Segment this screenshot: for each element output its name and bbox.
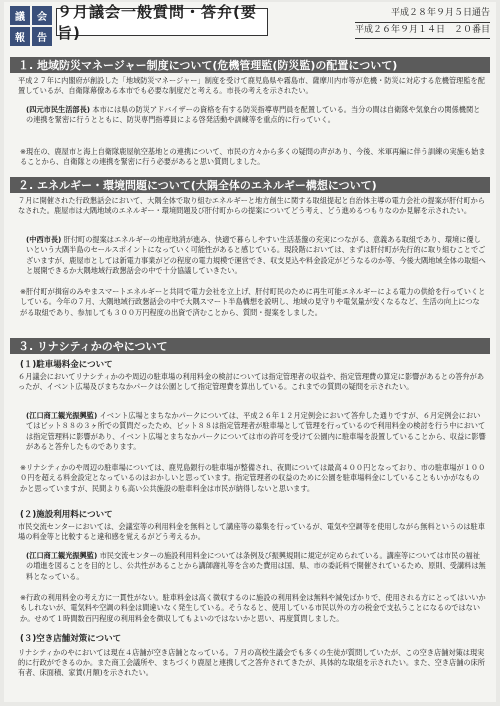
subsection-3-question: リナシティかのやにおいては現在４店舗が空き店舗となっている。７月の高校生議会でも多くの生徒が質問していたが、この空き店舗対策は現実的に行政ができるのか。また商工会議所や、まちづくり鹿屋と連携して之答弁されてきたが、具体的な取組を示されたい。また、空き店舗の床所有者、床面積、家賃(月額)を示されたい。 (18, 648, 485, 678)
subsection-title-2: (２)施設利用料について (20, 510, 113, 520)
header-dates (355, 7, 490, 39)
section-1-question: 平成２７年に内閣府が創設した「地域防災マネージャー」制度を受けて鹿児島県や霧島市、薩摩川内市等が危機・防災に対応する危機管理監を配置しているが、自衛隊幕僚ある本市でも必要な制度だと考える。市長の考えを示されたい。 (18, 76, 485, 96)
answer-label: (江口商工観光振興監) (26, 411, 98, 421)
subsection-2-answer: (江口商工観光振興監) 市民交流センターの施設利用料金については条例及び振興規則に規定が定められている。講座等については市民の福祉の増進を図ることを目的とし、公共性があることから講師謝礼等を含めた費用は国、県、市の委託料で開催されているため、原則、受講料は無料となっている。 (26, 551, 486, 581)
section-1-answer: (四元市民生活部長) 本市には県の防災アドバイザーの資格を有する防災指導専門員を配置している。当分の間は自衛隊や気象台の関係機関との連携を緊密に行うとともに、防災専門指導員による啓発活動や訓練等を重点的に行っていく。 (26, 105, 481, 125)
section-2-note: ※肝付町が揖宿のみやまスマートエネルギーと共同で電力会社を立上げ、肝付町民のために再生可能エネルギーによる電力の供給を行っていくとしている。今年の７月、大隅地域行政懇話会の中で大隅スマート半島構想を説明し、地域の見守りや電気量が安くなるなど、生活の向上につながる取組であり、参加しても３００万円程度の出資で済むことから、質問・提案をしました。 (20, 287, 486, 317)
subsection-1-answer: (江口商工観光振興監) イベント広場とまちなかパークについては、平成２６年１２月定例会において答弁した通りですが、６月定例会においてはビット８８の３ヶ所での質問だったため、ビット８８は指定管理者が駐車場として管理を行っているので利用料金の検討を行う中においては指定管理料に影響があり、イベント広場とまちなかパークについては市の許可を受けて公園内に駐車場を設置していることから、収益に影響があると答弁したものであります。 (26, 411, 486, 451)
section-heading-1: １. 地域防災マネージャー制度について(危機管理監(防災監)の配置について) (10, 57, 490, 73)
document-page (4, 2, 496, 702)
badge-char: 議 (10, 6, 30, 25)
subsection-title-1: (１)駐車場料金について (20, 360, 113, 370)
answer-label: (四元市民生活部長) (26, 105, 91, 115)
section-heading-2: ２. エネルギー・環境問題について(大隅全体のエネルギー構想について) (10, 177, 490, 193)
badge-char: 会 (32, 6, 52, 25)
notice-date: 平成２８年９月５日通告 (390, 8, 490, 18)
answer-label: (中西市長) (26, 235, 62, 245)
section-heading-3: ３. リナシティかのやについて (10, 338, 490, 354)
subsection-2-note: ※行政の利用料金の考え方に一貫性がない。駐車料金は高く徴収するのに施設の利用料金は無料や減免ばかりで、使用される方にとってはいいかもしれないが、電気料や空調の料金は間違いなく発生している。そうなると、使用している市民以外の方の税金で支払うことになるのではないか。せめて１時間数百円程度の利用料金を徴収してもよいのではないかと思い、再度質問しました。 (20, 593, 486, 623)
subsection-1-note: ※リナシティかのや周辺の駐車場については、鹿児島銀行の駐車場が整備され、夜間については最高４００円となっており、市の駐車場が１０００円を超える料金設定となっているのはおかしいと思っています。指定管理者の収益のために公園を駐車場料金にしていることもいかがなものかと思っていますが、民間よりも高い公共施設の駐車料金は市民が納得しないと思います。 (20, 463, 486, 493)
subsection-1-question: ６月議会においてリナシティかのや周辺の駐車場の利用料金の検討については指定管理者の収益や、指定管理費の算定に影響があるとの答弁があったが、イベント広場及びまちなかパークは公園として指定管理費を算出している。これまでの質問の疑問を示されたい。 (18, 372, 485, 392)
badge-char: 告 (32, 27, 52, 46)
page-title: ９月議会一般質問・答弁(要旨) (57, 3, 257, 42)
section-2-question: ７月に開催された行政懇話会において、大隅全体で取り組むエネルギーと地方創生に関する取組提起と自治体主導の電力会社の提案が肝付町からなされた。鹿屋市は大隅地域のエネルギー・環境問題及び肝付町からの提案についてどう考え、どう進めるつもりなのか見解を示されたい。 (18, 196, 486, 216)
subsection-title-3: (３)空き店舗対策について (20, 634, 122, 644)
council-report-badge (10, 6, 52, 46)
badge-char: 報 (10, 27, 30, 46)
section-1-note: ※現在の、鹿屋市と海上自衛隊鹿屋航空基地との連携について、市民の方々から多くの疑問の声があり、今後、米軍再編に伴う訓練の実施も始まることから、自衛隊との連携を緊密に行う必要があると思い質問しました。 (20, 147, 486, 167)
subsection-2-question: 市民交流センターにおいては、会議室等の利用料金を無料として講座等の募集を行っているが、電気や空調等を使用しながら無料というのは駐車場の料金等と比較すると違和感を覚えるがどう考えるか。 (18, 522, 485, 542)
session-date: 平成２６年９月１４日 ２０番目 (355, 22, 490, 39)
page-title-box (56, 3, 268, 42)
section-2-answer: (中西市長) 肝付町の提案はエネルギーの地産地消が進み、快適で暮らしやすい生活基盤の充実につながる、意義ある取組であり、環境に優しいという大隅半島のセールスポイントになっていく可能性があると感じている。現段階においては、まずは肝付町が先行的に取り組むことでございますが、鹿屋市としては新電力事業がどの程度の電力規模で運営でき、収支見込や料金設定がどうなるのか等、今後大隅地域全体の取組へと展開できるか大隅地域行政懇話会の中で十分協議していきたい。 (26, 235, 486, 275)
answer-label: (江口商工観光振興監) (26, 551, 98, 561)
